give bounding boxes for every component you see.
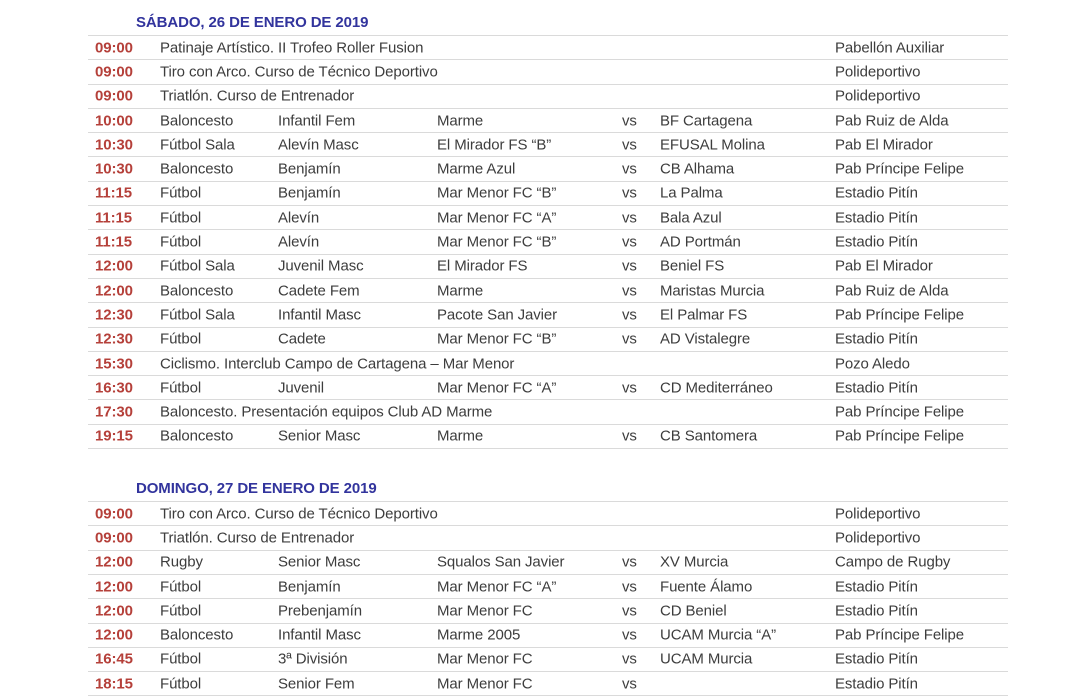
- home-team: Marme: [437, 427, 484, 445]
- schedule-row: [88, 254, 1008, 278]
- vs-label: vs: [622, 626, 637, 644]
- event-time: 12:00: [95, 626, 133, 644]
- vs-label: vs: [622, 330, 637, 348]
- home-team: Mar Menor FC “A”: [437, 578, 557, 596]
- venue-label: Campo de Rugby: [835, 553, 951, 571]
- home-team: El Mirador FS: [437, 257, 528, 275]
- home-team: Mar Menor FC “B”: [437, 184, 557, 202]
- venue-label: Estadio Pitín: [835, 602, 918, 620]
- schedule-row: [88, 399, 1008, 423]
- away-team: Beniel FS: [660, 257, 725, 275]
- event-time: 09:00: [95, 39, 133, 57]
- event-time: 10:30: [95, 136, 133, 154]
- event-description: Triatlón. Curso de Entrenador: [160, 87, 355, 105]
- event-time: 12:00: [95, 578, 133, 596]
- sport-label: Fútbol: [160, 578, 202, 596]
- event-time: 10:00: [95, 112, 133, 130]
- vs-label: vs: [622, 233, 637, 251]
- schedule-row: [88, 84, 1008, 108]
- category-label: Prebenjamín: [278, 602, 362, 620]
- schedule-row: [88, 205, 1008, 229]
- home-team: Marme Azul: [437, 160, 516, 178]
- away-team: Maristas Murcia: [660, 282, 765, 300]
- schedule-section: [88, 476, 1008, 696]
- venue-label: Pozo Aledo: [835, 355, 910, 372]
- home-team: Mar Menor FC “A”: [437, 209, 557, 227]
- vs-label: vs: [622, 257, 637, 275]
- sport-label: Baloncesto: [160, 282, 234, 300]
- category-label: Alevín Masc: [278, 136, 359, 154]
- category-label: Alevín: [278, 209, 320, 227]
- category-label: Senior Masc: [278, 553, 361, 571]
- venue-label: Pab Príncipe Felipe: [835, 403, 965, 421]
- schedule-row: [88, 35, 1008, 59]
- event-description: Baloncesto. Presentación equipos Club AD Marme: [160, 403, 493, 421]
- schedule-row: [88, 501, 1008, 525]
- home-team: El Mirador FS “B”: [437, 136, 552, 154]
- schedule-row: [88, 550, 1008, 574]
- schedule-row: [88, 327, 1008, 351]
- venue-label: Pab Ruiz de Alda: [835, 282, 949, 300]
- vs-label: vs: [622, 650, 637, 668]
- vs-label: vs: [622, 209, 637, 227]
- home-team: Mar Menor FC: [437, 675, 533, 693]
- category-label: Juvenil Masc: [278, 257, 364, 275]
- venue-label: Pab Ruiz de Alda: [835, 112, 949, 130]
- category-label: Infantil Fem: [278, 112, 356, 130]
- home-team: Marme: [437, 282, 484, 300]
- section-rows: [88, 35, 1008, 449]
- event-time: 15:30: [95, 355, 133, 372]
- event-time: 16:45: [95, 650, 133, 668]
- away-team: CD Beniel: [660, 602, 727, 620]
- vs-label: vs: [622, 578, 637, 596]
- event-time: 09:00: [95, 505, 133, 523]
- event-time: 16:30: [95, 379, 133, 397]
- vs-label: vs: [622, 112, 637, 130]
- home-team: Mar Menor FC “B”: [437, 233, 557, 251]
- vs-label: vs: [622, 136, 637, 154]
- sport-label: Fútbol: [160, 330, 202, 348]
- vs-label: vs: [622, 306, 637, 324]
- category-label: Benjamín: [278, 160, 341, 178]
- category-label: Senior Masc: [278, 427, 361, 445]
- schedule-section: [88, 10, 1008, 449]
- sport-label: Fútbol: [160, 650, 202, 668]
- category-label: Alevín: [278, 233, 320, 251]
- away-team: UCAM Murcia: [660, 650, 753, 668]
- event-time: 12:30: [95, 330, 133, 348]
- category-label: 3ª División: [278, 650, 348, 668]
- event-time: 10:30: [95, 160, 133, 178]
- away-team: Bala Azul: [660, 209, 722, 227]
- event-time: 12:30: [95, 306, 133, 324]
- sport-label: Fútbol: [160, 184, 202, 202]
- home-team: Mar Menor FC “B”: [437, 330, 557, 348]
- home-team: Marme 2005: [437, 626, 521, 644]
- venue-label: Estadio Pitín: [835, 379, 918, 397]
- sport-label: Fútbol: [160, 675, 202, 693]
- venue-label: Estadio Pitín: [835, 650, 918, 668]
- event-time: 12:00: [95, 602, 133, 620]
- event-time: 11:15: [95, 233, 133, 251]
- schedule-row: [88, 647, 1008, 671]
- schedule-row: [88, 623, 1008, 647]
- vs-label: vs: [622, 379, 637, 397]
- vs-label: vs: [622, 553, 637, 571]
- schedule-document: [88, 0, 1008, 696]
- event-description: Triatlón. Curso de Entrenador: [160, 529, 355, 547]
- sport-label: Fútbol Sala: [160, 136, 235, 154]
- venue-label: Estadio Pitín: [835, 675, 918, 693]
- venue-label: Estadio Pitín: [835, 184, 918, 202]
- schedule-row: [88, 229, 1008, 253]
- sport-label: Fútbol: [160, 233, 202, 251]
- schedule-row: [88, 302, 1008, 326]
- section-title: DOMINGO, 27 DE ENERO DE 2019: [136, 480, 377, 498]
- schedule-row: [88, 424, 1008, 448]
- away-team: AD Vistalegre: [660, 330, 751, 348]
- venue-label: Estadio Pitín: [835, 330, 918, 348]
- away-team: AD Portmán: [660, 233, 741, 251]
- venue-label: Pab Príncipe Felipe: [835, 160, 965, 178]
- category-label: Infantil Masc: [278, 626, 361, 644]
- venue-label: Polideportivo: [835, 63, 921, 81]
- sport-label: Baloncesto: [160, 112, 234, 130]
- event-time: 12:00: [95, 282, 133, 300]
- sport-label: Fútbol Sala: [160, 306, 235, 324]
- event-time: 19:15: [95, 427, 133, 445]
- away-team: CB Santomera: [660, 427, 758, 445]
- category-label: Cadete: [278, 330, 326, 348]
- venue-label: Pabellón Auxiliar: [835, 39, 945, 57]
- away-team: CD Mediterráneo: [660, 379, 773, 397]
- schedule-row: [88, 525, 1008, 549]
- venue-label: Estadio Pitín: [835, 233, 918, 251]
- event-description: Tiro con Arco. Curso de Técnico Deportivo: [160, 63, 438, 81]
- away-team: El Palmar FS: [660, 306, 748, 324]
- vs-label: vs: [622, 160, 637, 178]
- venue-label: Polideportivo: [835, 529, 921, 547]
- category-label: Senior Fem: [278, 675, 355, 693]
- sport-label: Fútbol Sala: [160, 257, 235, 275]
- home-team: Mar Menor FC: [437, 650, 533, 668]
- venue-label: Polideportivo: [835, 505, 921, 523]
- schedule-row: [88, 181, 1008, 205]
- away-team: La Palma: [660, 184, 723, 202]
- event-time: 18:15: [95, 675, 133, 693]
- category-label: Benjamín: [278, 578, 341, 596]
- category-label: Juvenil: [278, 379, 324, 397]
- sport-label: Fútbol: [160, 379, 202, 397]
- category-label: Infantil Masc: [278, 306, 361, 324]
- venue-label: Pab El Mirador: [835, 136, 933, 154]
- away-team: BF Cartagena: [660, 112, 753, 130]
- away-team: Fuente Álamo: [660, 578, 753, 596]
- away-team: EFUSAL Molina: [660, 136, 765, 154]
- venue-label: Pab Príncipe Felipe: [835, 626, 965, 644]
- schedule-row: [88, 574, 1008, 598]
- away-team: XV Murcia: [660, 553, 729, 571]
- sport-label: Rugby: [160, 553, 203, 571]
- event-description: Patinaje Artístico. II Trofeo Roller Fusion: [160, 39, 424, 57]
- sport-label: Baloncesto: [160, 626, 234, 644]
- section-rows: [88, 501, 1008, 696]
- event-time: 09:00: [95, 529, 133, 547]
- home-team: Squalos San Javier: [437, 553, 565, 571]
- schedule-row: [88, 108, 1008, 132]
- venue-label: Estadio Pitín: [835, 578, 918, 596]
- sport-label: Fútbol: [160, 209, 202, 227]
- venue-label: Polideportivo: [835, 87, 921, 105]
- event-time: 12:00: [95, 257, 133, 275]
- category-label: Benjamín: [278, 184, 341, 202]
- event-description: Ciclismo. Interclub Campo de Cartagena – Mar Menor: [160, 355, 515, 372]
- home-team: Mar Menor FC “A”: [437, 379, 557, 397]
- schedule-row: [88, 156, 1008, 180]
- vs-label: vs: [622, 675, 637, 693]
- sport-label: Baloncesto: [160, 160, 234, 178]
- schedule-row: [88, 59, 1008, 83]
- venue-label: Pab Príncipe Felipe: [835, 427, 965, 445]
- home-team: Marme: [437, 112, 484, 130]
- sport-label: Baloncesto: [160, 427, 234, 445]
- venue-label: Pab Príncipe Felipe: [835, 306, 965, 324]
- event-time: 09:00: [95, 87, 133, 105]
- schedule-row: [88, 375, 1008, 399]
- event-time: 11:15: [95, 184, 133, 202]
- away-team: UCAM Murcia “A”: [660, 626, 777, 644]
- section-title: SÁBADO, 26 DE ENERO DE 2019: [136, 14, 369, 31]
- sport-label: Fútbol: [160, 602, 202, 620]
- venue-label: Estadio Pitín: [835, 209, 918, 227]
- event-time: 09:00: [95, 63, 133, 81]
- vs-label: vs: [622, 184, 637, 202]
- category-label: Cadete Fem: [278, 282, 360, 300]
- away-team: CB Alhama: [660, 160, 735, 178]
- vs-label: vs: [622, 602, 637, 620]
- home-team: Pacote San Javier: [437, 306, 558, 324]
- vs-label: vs: [622, 282, 637, 300]
- event-time: 11:15: [95, 209, 133, 227]
- schedule-row: [88, 351, 1008, 375]
- home-team: Mar Menor FC: [437, 602, 533, 620]
- event-description: Tiro con Arco. Curso de Técnico Deportivo: [160, 505, 438, 523]
- schedule-row: [88, 278, 1008, 302]
- vs-label: vs: [622, 427, 637, 445]
- schedule-row: [88, 598, 1008, 622]
- venue-label: Pab El Mirador: [835, 257, 933, 275]
- event-time: 12:00: [95, 553, 133, 571]
- event-time: 17:30: [95, 403, 133, 421]
- schedule-row: [88, 132, 1008, 156]
